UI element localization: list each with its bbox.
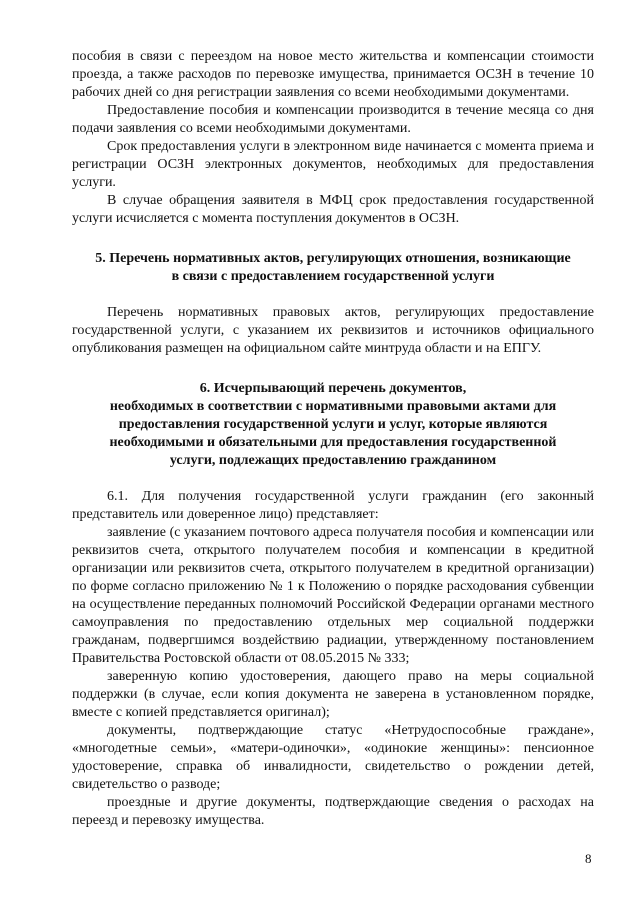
section-6-item-certificate: заверенную копию удостоверения, дающего право на меры социальной поддержки (в случае, если копия документа не заверена в установленном порядке, вместе с копией представляется оригинал); [72,669,594,720]
section-6-heading-line: услуги, подлежащих предоставлению гражданином [169,453,497,468]
paragraph-continuation: пособия в связи с переездом на новое место жительства и компенсации стоимости проезда, а также расходов по перевозке имущества, принимается ОСЗН в течение 10 рабочих дней со дня регистрации заявления со всеми необходимыми документами. [72,49,594,100]
section-5-heading-line: в связи с предоставлением государственной услуги [171,269,495,284]
section-6-heading-line: необходимых в соответствии с нормативными правовыми актами для [109,399,557,414]
section-6-heading-line: предоставления государственной услуги и услуг, которые являются [118,417,548,432]
section-5-heading [72,250,594,286]
section-5-text: Перечень нормативных правовых актов, регулирующих предоставление государственной услуги, с указанием их реквизитов и источников официального опубликования размещен на официальном сайте минтруда области и на ЕПГУ. [72,305,594,356]
page-number: 8 [585,851,592,866]
paragraph-mfc-term: В случае обращения заявителя в МФЦ срок предоставления государственной услуги исчисляется с момента поступления документов в ОСЗН. [72,193,594,226]
section-6-item-status-documents: документы, подтверждающие статус «Нетрудоспособные граждане», «многодетные семьи», «матери-одиночки», «одинокие женщины»: пенсионное удостоверение, справка об инвалидности, свидетельство о рождении детей, свидетельство о разводе; [72,723,594,792]
page-content [72,48,594,830]
paragraph-payment-term: Предоставление пособия и компенсации производится в течение месяца со дня подачи заявления со всеми необходимыми документами. [72,103,594,136]
paragraph-electronic-term: Срок предоставления услуги в электронном виде начинается с момента приема и регистрации ОСЗН электронных документов, необходимых для предоставления услуги. [72,139,594,190]
section-6-item-application: заявление (с указанием почтового адреса получателя пособия и компенсации или реквизитов счета, открытого получателем пособия и компенсации в кредитной организации или реквизитов счета, открытого получателем в кредитной организации) по форме согласно приложению № 1 к Положению о порядке расходования субвенции на осуществление переданных полномочий Российской Федерации органами местного самоуправления по предоставлению отдельных мер социальной поддержки гражданам, подвергшимся воздействию радиации, утвержденному постановлением Правительства Ростовской области от 08.05.2015 № 333; [72,525,594,666]
section-6-heading-line: необходимыми и обязательными для предоставления государственной [109,435,557,450]
section-6-heading-line: 6. Исчерпывающий перечень документов, [199,381,467,396]
section-6-item-travel-documents: проездные и другие документы, подтверждающие сведения о расходах на переезд и перевозку имущества. [72,795,594,828]
section-6-intro: 6.1. Для получения государственной услуги гражданин (его законный представитель или доверенное лицо) представляет: [72,489,594,522]
section-5-heading-line: 5. Перечень нормативных актов, регулирующих отношения, возникающие [95,251,571,266]
section-6-heading [72,380,594,470]
